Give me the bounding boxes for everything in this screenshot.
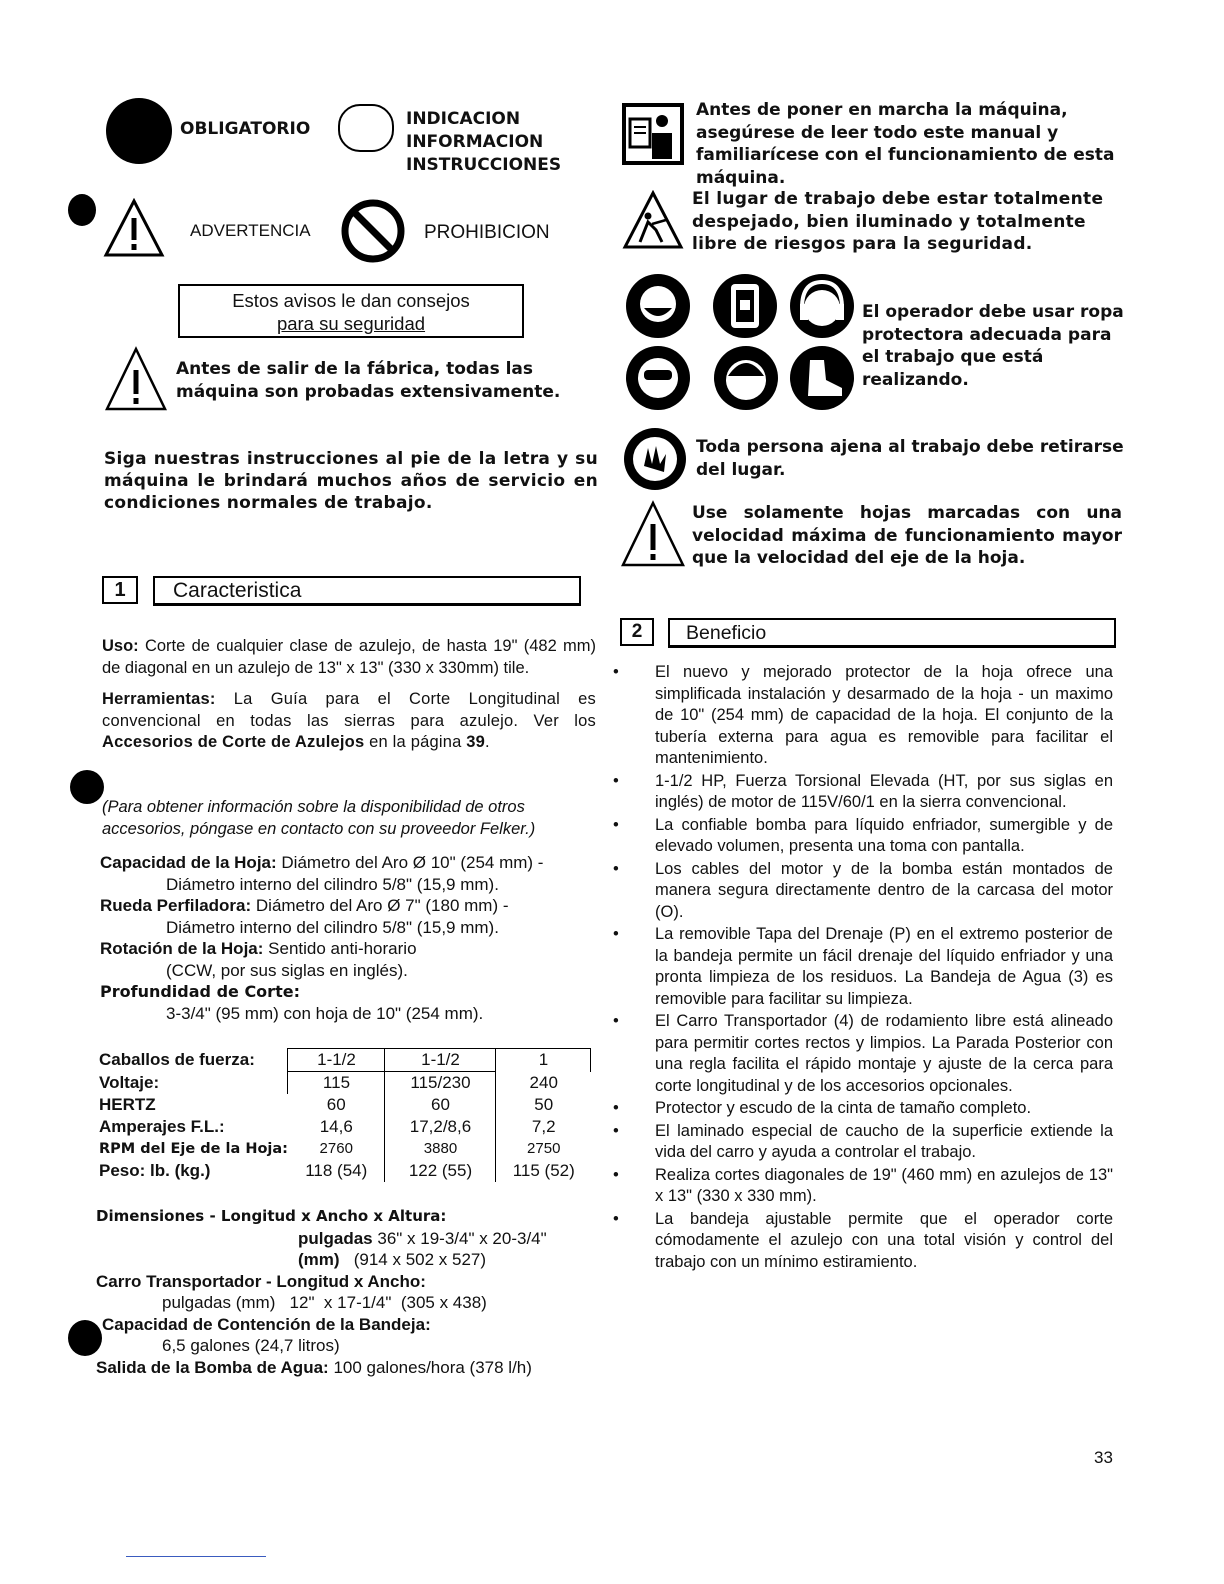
page-number: 33	[1094, 1448, 1113, 1467]
bullet-dot	[70, 770, 104, 804]
tools-page-pre: en la página	[369, 733, 462, 751]
list-item: • El laminado especial de caucho de la superficie extiende la vida del carro y ayuda a controlar el trabajo.	[655, 1121, 1113, 1164]
follow-instructions: Siga nuestras instrucciones al pie de la letra y su máquina le brindará muchos años de servicio en condiciones normales de trabajo.	[104, 449, 598, 513]
list-item: • El Carro Transportador (4) de rodamiento libre está alineado para permitir cortes rectos y limpios. La Parada Posterior con una regla facilita el rápido montaje y ajuste de la cerca para corte longitudinal y de los accesorios opcionales.	[655, 1011, 1113, 1097]
specs-table	[99, 1048, 591, 1182]
tools-paragraph	[102, 689, 596, 754]
table-label: Voltaje:	[99, 1072, 160, 1092]
blade-capacity-text-2: Diámetro interno del cilindro 5/8" (15,9 mm).	[166, 874, 499, 894]
list-item: • Los cables del motor y de la bomba están montados de manera segura directamente dentro de la carcasa del motor (O).	[655, 859, 1113, 924]
no-bystanders-icon	[622, 426, 688, 492]
dimensions-block	[96, 1206, 596, 1378]
table-label: HERTZ	[99, 1095, 156, 1114]
table-cell: 60	[385, 1094, 496, 1116]
hard-hat-icon	[712, 344, 780, 412]
tools-page-number: 39	[466, 733, 486, 751]
tray-capacity-label: Capacidad de Contención de la Bandeja:	[102, 1314, 431, 1334]
table-row	[99, 1094, 591, 1116]
safety-boot-icon	[788, 344, 856, 412]
list-item: • La confiable bomba para líquido enfriador, sumergible y de elevado volumen, presenta una toma con pantalla.	[655, 815, 1113, 858]
tools-text: La Guía para el Corte Longitudinal es convencional en todas las sierras para azulejo. Ver los	[102, 690, 596, 730]
footer-rule	[126, 1556, 266, 1557]
factory-note: Antes de salir de la fábrica, todas las máquina son probadas extensivamente.	[176, 359, 561, 402]
workplace-warning-icon	[622, 190, 684, 250]
pump-output-text: 100 galones/hora (378 l/h)	[333, 1357, 532, 1377]
pump-output-label: Salida de la Bomba de Agua:	[96, 1357, 329, 1377]
table-cell: 14,6	[319, 1117, 353, 1136]
table-row	[99, 1138, 591, 1160]
tools-accessories-ref: Accesorios de Corte de Azulejos	[102, 733, 365, 751]
table-cell: 1-1/2	[385, 1049, 496, 1072]
cut-depth-text: 3-3/4" (95 mm) con hoja de 10" (254 mm).	[166, 1003, 484, 1023]
table-row	[99, 1049, 591, 1072]
table-label: RPM del Eje de la Hoja:	[99, 1141, 288, 1157]
indication-labels	[406, 108, 561, 177]
table-label: Caballos de fuerza:	[99, 1050, 255, 1069]
blade-rotation-text-2: (CCW, por sus siglas en inglés).	[166, 960, 408, 980]
profiling-wheel	[100, 895, 600, 917]
blade-capacity-label: Capacidad de la Hoja:	[100, 853, 277, 872]
table-cell: 118 (54)	[305, 1161, 368, 1180]
benefits-list	[655, 662, 1113, 1273]
warning-icon	[620, 500, 686, 568]
mandatory-icon	[106, 98, 172, 164]
read-manual-icon	[622, 103, 684, 165]
warning-icon	[103, 198, 165, 258]
bullet-dot	[68, 1320, 102, 1356]
felker-note: (Para obtener información sobre la disponibilidad de otros accesorios, póngase en contacto con su proveedor Felker.)	[102, 798, 536, 838]
carriage-text: pulgadas (mm) 12" x 17-1/4" (305 x 438)	[162, 1293, 487, 1312]
cut-depth-label: Profundidad de Corte:	[100, 982, 300, 1001]
list-item: • Realiza cortes diagonales de 19" (460 mm) en azulejos de 13" x 13" (330 x 330 mm).	[655, 1165, 1113, 1208]
section-title-beneficio	[668, 618, 1116, 648]
blades-note	[692, 502, 1122, 570]
advice-line-1: Estos avisos le dan consejos	[232, 290, 470, 311]
safety-goggles-icon	[624, 344, 692, 412]
list-item: • El nuevo y mejorado protector de la hoja ofrece una simplificada instalación y desarmado de la hoja - un maximo de 10" (254 mm) de capacidad de la hoja. El conjunto de la tubería externa para agua es removible para facilitar el mantenimiento.	[655, 662, 1113, 770]
section-number-1: 1	[102, 576, 138, 604]
table-cell: 115/230	[385, 1072, 496, 1095]
dimensions-mm-label: (mm)	[298, 1250, 340, 1269]
indication-label: INDICACION	[406, 109, 521, 129]
table-label: Peso: lb. (kg.)	[99, 1161, 211, 1180]
workplace-note: El lugar de trabajo debe estar totalmente despejado, bien iluminado y totalmente libre de riesgos para la seguridad.	[692, 189, 1104, 254]
section-title-caracteristica	[153, 576, 581, 606]
ear-protection-icon	[788, 272, 856, 340]
prohibition-label: PROHIBICION	[424, 222, 550, 243]
table-row	[99, 1072, 591, 1095]
warning-label: ADVERTENCIA	[190, 221, 311, 240]
blade-capacity	[100, 852, 600, 874]
section-title-text: Beneficio	[686, 622, 767, 644]
section-title-text: Caracteristica	[173, 579, 302, 602]
blades-note-text: Use solamente hojas marcadas con una velocidad máxima de funcionamiento mayor que la velocidad del eje de la hoja.	[692, 503, 1122, 568]
table-cell: 115 (52)	[496, 1160, 591, 1182]
information-label: INFORMACION	[406, 132, 544, 152]
list-item: • La removible Tapa del Drenaje (P) en el extremo posterior de la bandeja permite un fácil drenaje del líquido enfriador y una pronta limpieza de los residuos. La Bandeja de Agua (3) es removible para facilitar su limpieza.	[655, 924, 1113, 1010]
list-item: • La bandeja ajustable permite que el operador corte cómodamente el azulejo con una total visión y control del trabajo con un mínimo estiramiento.	[655, 1209, 1113, 1274]
pump-output	[96, 1357, 596, 1379]
profiling-wheel-text: Diámetro del Aro Ø 7" (180 mm) -	[255, 896, 509, 915]
dimensions-label: Dimensiones - Longitud x Ancho x Altura:	[96, 1207, 447, 1225]
tray-capacity-text: 6,5 galones (24,7 litros)	[162, 1336, 340, 1355]
uso-text: Corte de cualquier clase de azulejo, de hasta 19" (482 mm) de diagonal en un azulejo de 13" x 13" (330 x 330mm) tile.	[102, 637, 596, 677]
uso-paragraph	[102, 636, 596, 679]
dimensions-mm-value: (914 x 502 x 527)	[353, 1250, 487, 1269]
blade-rotation	[100, 938, 600, 960]
table-row	[99, 1160, 591, 1182]
section-number-2: 2	[620, 618, 654, 646]
tools-label: Herramientas:	[102, 690, 216, 708]
bullet-dot	[68, 194, 96, 226]
table-cell: 50	[496, 1094, 591, 1116]
blade-rotation-label: Rotación de la Hoja:	[100, 939, 264, 958]
instructions-label: INSTRUCCIONES	[406, 155, 562, 175]
blade-capacity-text: Diámetro del Aro Ø 10" (254 mm) -	[281, 853, 544, 872]
carriage-label: Carro Transportador - Longitud x Ancho:	[96, 1271, 426, 1291]
profiling-wheel-label: Rueda Perfiladora:	[100, 896, 252, 915]
list-item: • 1-1/2 HP, Fuerza Torsional Elevada (HT, por sus siglas en inglés) de motor de 115V/60/1 en la sierra convencional.	[655, 771, 1113, 814]
uso-label: Uso:	[102, 637, 139, 655]
advice-box	[178, 284, 524, 338]
warning-icon	[104, 346, 168, 412]
safety-vest-icon	[712, 272, 778, 340]
table-cell: 7,2	[496, 1116, 591, 1138]
mandatory-label: OBLIGATORIO	[180, 119, 311, 139]
prohibition-icon	[340, 198, 406, 264]
table-cell: 240	[496, 1072, 591, 1095]
dimensions-inches	[96, 1228, 596, 1250]
table-cell: 2750	[496, 1138, 591, 1160]
table-cell: 60	[326, 1095, 346, 1114]
profiling-wheel-text-2: Diámetro interno del cilindro 5/8" (15,9 mm).	[166, 917, 499, 937]
table-cell: 115	[288, 1072, 385, 1095]
protective-clothing-note: El operador debe usar ropa protectora adecuada para el trabajo que está realizando.	[862, 302, 1124, 390]
table-cell: 122 (55)	[385, 1160, 496, 1182]
read-manual-note: Antes de poner en marcha la máquina, asegúrese de leer todo este manual y familiarícese con el funcionamiento de esta máquina.	[696, 100, 1115, 188]
table-cell: 1-1/2	[288, 1049, 385, 1072]
specs-block	[100, 852, 600, 1024]
face-mask-icon	[624, 272, 692, 340]
bystanders-note: Toda persona ajena al trabajo debe retirarse del lugar.	[696, 437, 1124, 480]
table-cell: 3880	[385, 1138, 496, 1160]
advice-line-2: para su seguridad	[276, 313, 426, 334]
dimensions-inches-label: pulgadas	[298, 1228, 373, 1248]
table-cell: 1	[496, 1049, 591, 1072]
list-item: • Protector y escudo de la cinta de tamaño completo.	[655, 1098, 1113, 1120]
table-cell: 2760	[319, 1140, 353, 1157]
blade-rotation-text: Sentido anti-horario	[268, 939, 417, 958]
table-label: Amperajes F.L.:	[99, 1117, 225, 1136]
table-row	[99, 1116, 591, 1138]
dimensions-inches-value: 36" x 19-3/4" x 20-3/4"	[377, 1228, 547, 1248]
dimensions-mm	[96, 1249, 596, 1271]
section1-body	[102, 636, 596, 754]
indication-icon	[338, 104, 394, 152]
tools-end: .	[485, 733, 490, 751]
table-cell: 17,2/8,6	[385, 1116, 496, 1138]
